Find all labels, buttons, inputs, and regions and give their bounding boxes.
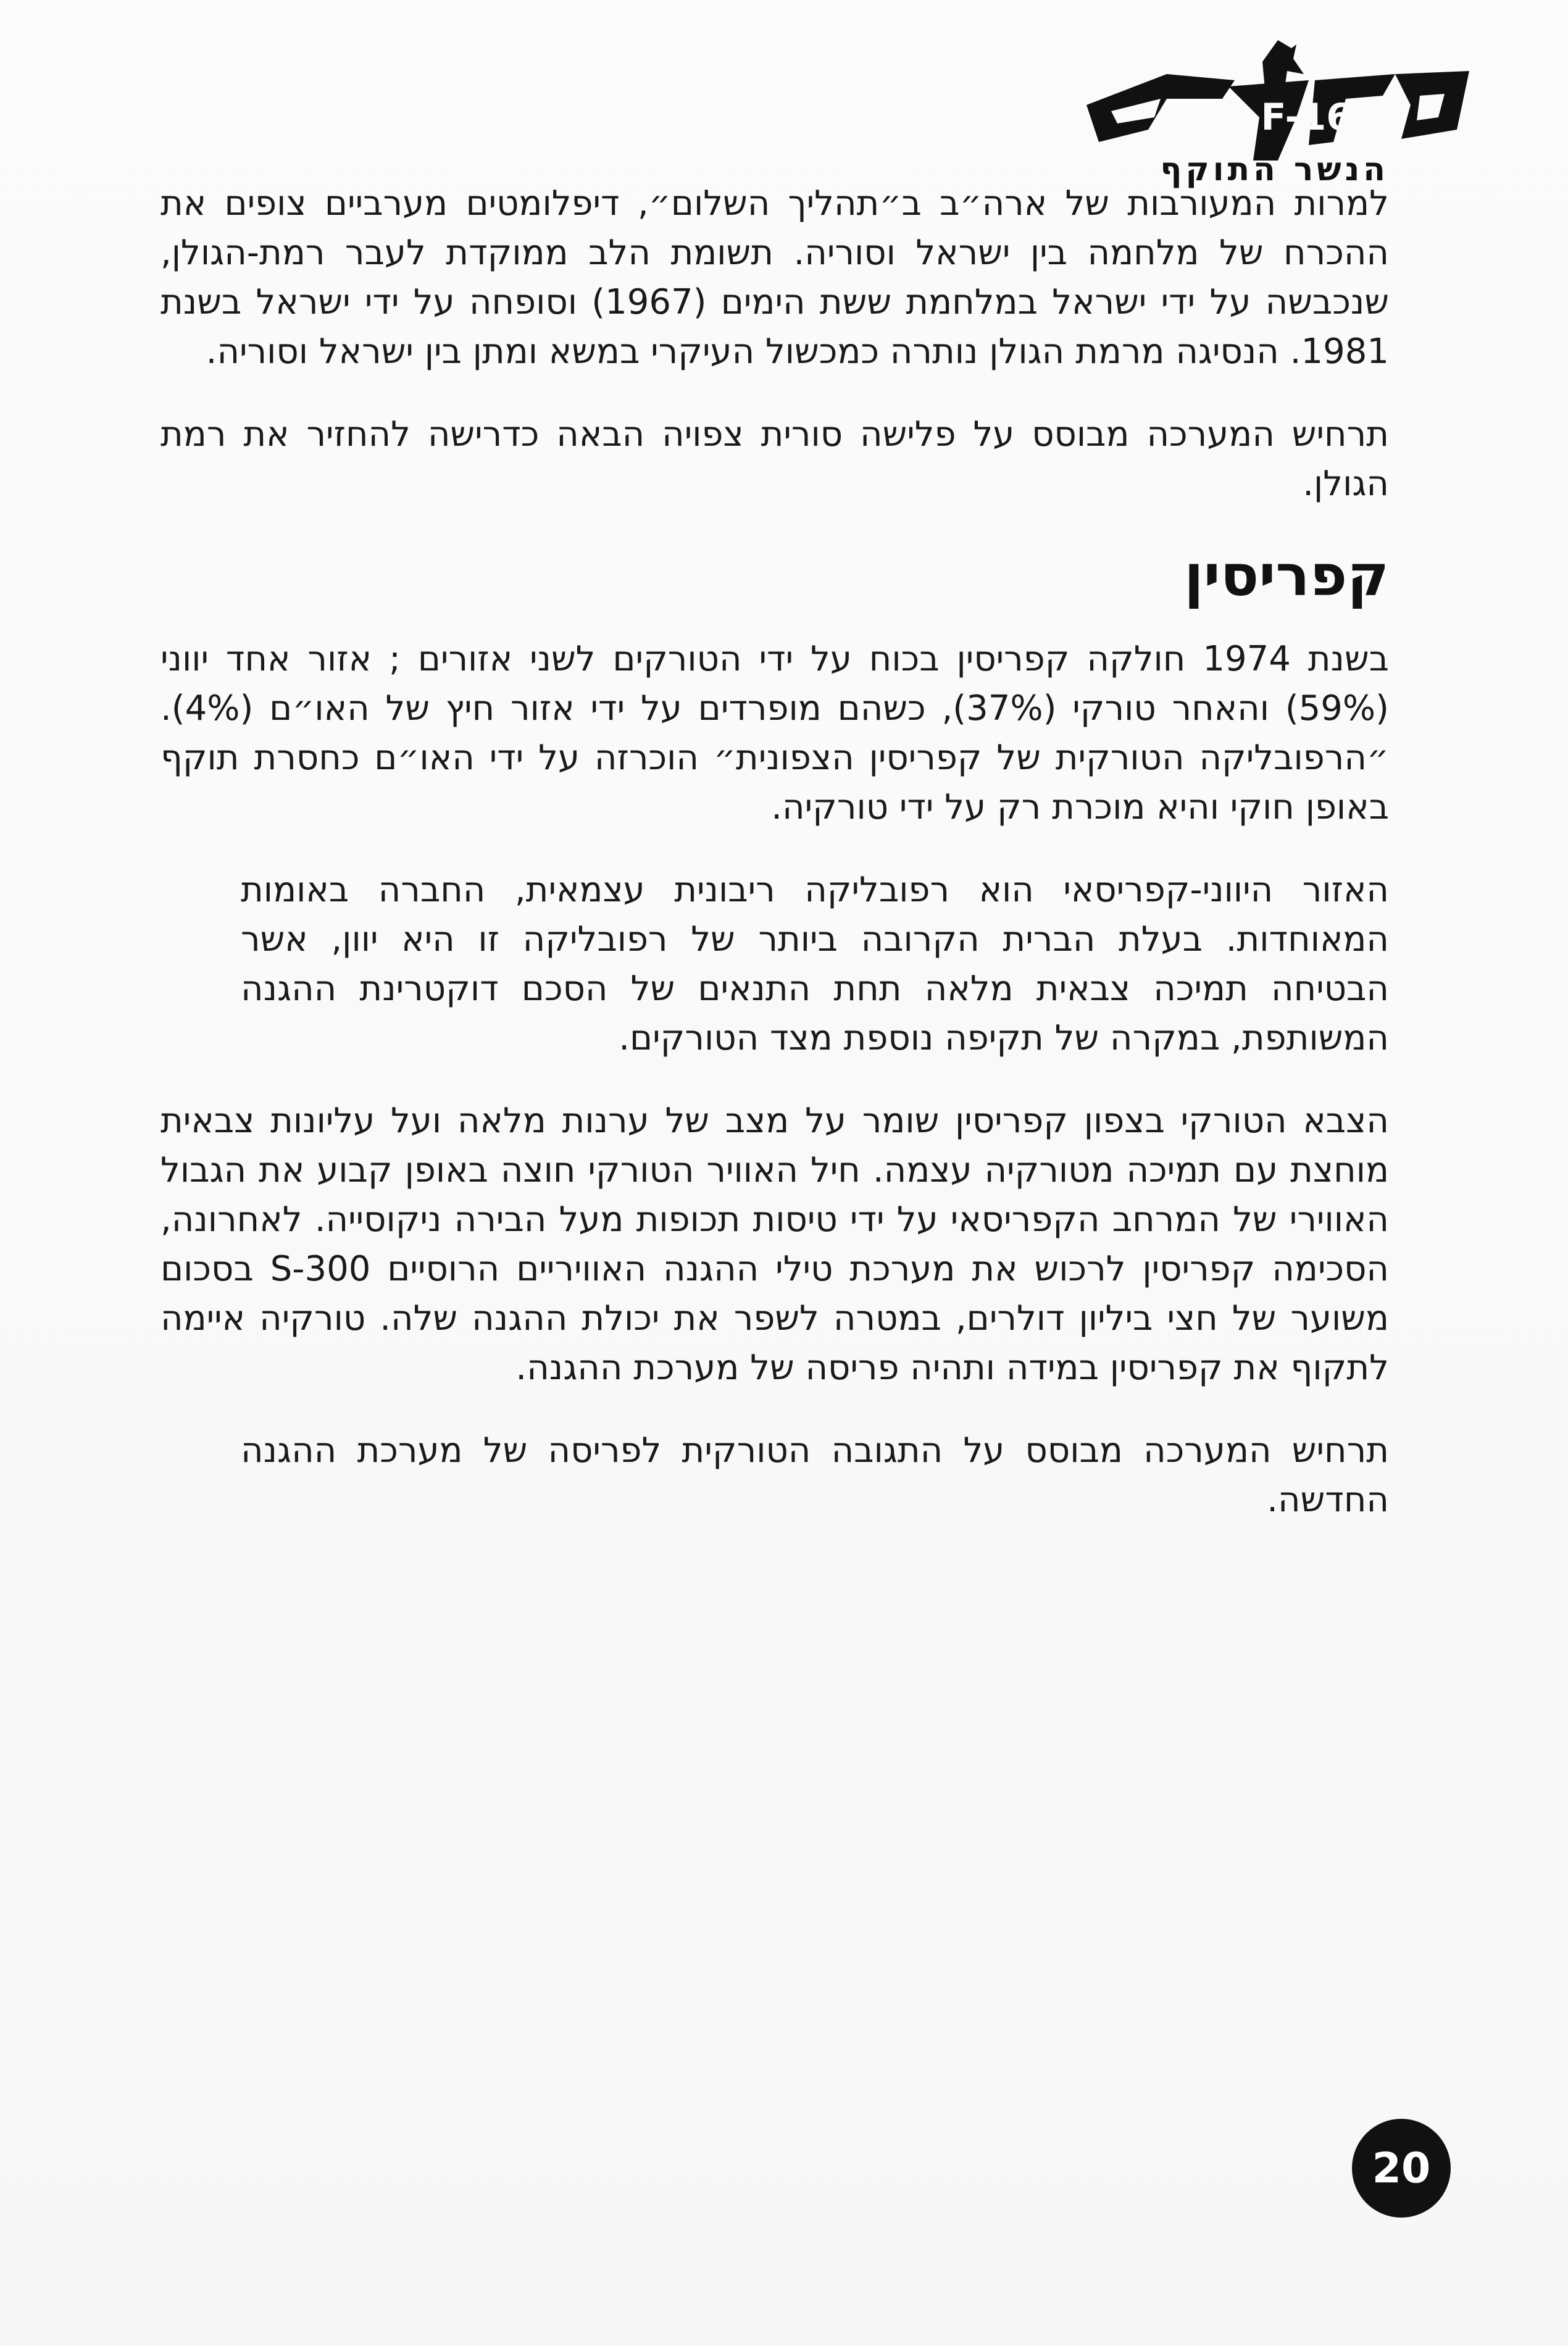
cyprus-paragraph-2: האזור היווני-קפריסאי הוא רפובליקה ריבונית עצמאית, החברה באומות המאוחדות. בעלת הברית הקרובה ביותר של רפובליקה זו היא יוון, אשר הבטיחה תמיכה צבאית מלאה תחת התנאים של הסכם דוקטרינת ההגנה המשותפת, במקרה של תקיפה נוספת מצד הטורקים.	[241, 870, 1389, 1058]
f16-logo	[1074, 37, 1475, 191]
article-body	[161, 179, 1389, 1558]
logo-subtitle: הנשר התוקף	[1160, 151, 1389, 188]
intro-paragraph-2: תרחיש המערכה מבוסס על פלישה סורית צפויה הבאה כדרישה להחזיר את רמת הגולן.	[161, 414, 1389, 504]
page-number-badge: 20	[1352, 2119, 1451, 2218]
cyprus-paragraph-1: בשנת 1974 חולקה קפריסין בכוח על ידי הטורקים לשני אזורים ; אזור אחד יווני (59%) והאחר טורקי (37%), כשהם מופרדים על ידי אזור חיץ של האו״ם (4%). ״הרפובליקה הטורקית של קפריסין הצפונית״ הוכרזה על ידי האו״ם כחסרת תוקף באופן חוקי והיא מוכרת רק על ידי טורקיה.	[161, 639, 1390, 827]
intro-paragraph-1: למרות המעורבות של ארה״ב ב״תהליך השלום״, דיפלומטים מערביים צופים את ההכרח של מלחמה בין ישראל וסוריה. תשומת הלב ממוקדת לעבר רמת-הגולן, שנכבשה על ידי ישראל במלחמת ששת הימים (1967) וסופחה על ידי ישראל בשנת 1981. הנסיגה מרמת הגולן נותרה כמכשול העיקרי במשא ומתן בין ישראל וסוריה.	[161, 183, 1389, 372]
cyprus-paragraph-3: הצבא הטורקי בצפון קפריסין שומר על מצב של ערנות מלאה ועל עליונות צבאית מוחצת עם תמיכה מטורקיה עצמה. חיל האוויר הטורקי חוצה באופן קבוע את הגבול האווירי של המרחב הקפריסאי על ידי טיסות תכופות מעל הבירה ניקוסייה. לאחרונה, הסכימה קפריסין לרכוש את מערכת טילי ההגנה האוויריים הרוסיים S-300 בסכום משוער של חצי ביליון דולרים, במטרה לשפר את יכולת ההגנה שלה. טורקיה איימה לתקוף את קפריסין במידה ותהיה פריסה של מערכת ההגנה.	[161, 1101, 1390, 1388]
cyprus-paragraph-4: תרחיש המערכה מבוסס על התגובה הטורקית לפריסה של מערכת ההגנה החדשה.	[241, 1430, 1389, 1520]
eagle-logo-icon	[1074, 37, 1475, 164]
logo-text: F-16	[1261, 96, 1352, 139]
section-heading-cyprus: קפריסין	[1184, 543, 1389, 609]
